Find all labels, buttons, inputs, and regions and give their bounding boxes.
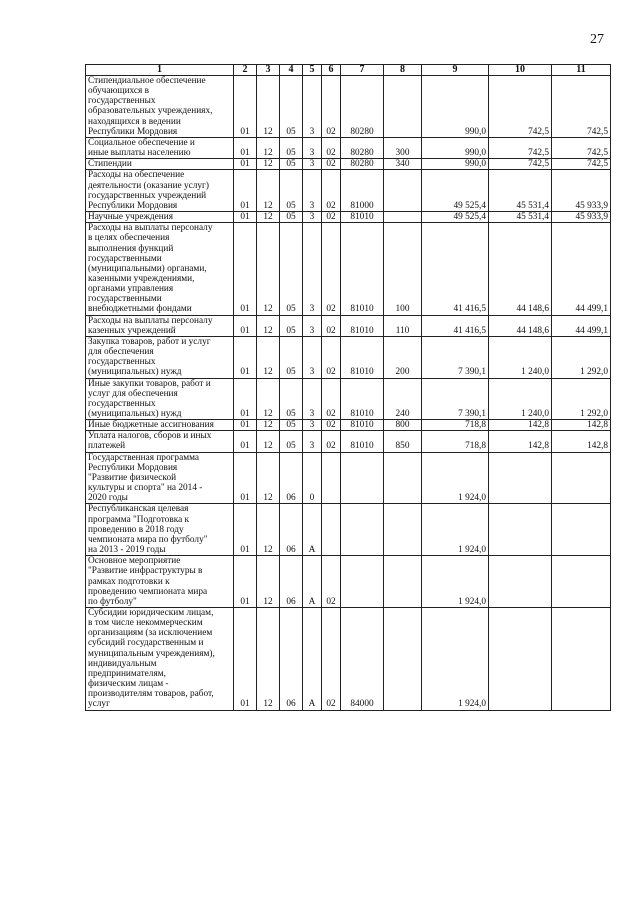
row-name-line: государственных	[88, 398, 156, 409]
cell-col-6: 02	[322, 431, 341, 452]
cell-col-9: 1 924,0	[422, 607, 489, 710]
row-name-line: Республики Мордовия	[88, 462, 178, 473]
cell-col-10: 742,5	[489, 137, 552, 158]
row-name-line: Иные закупки товаров, работ и	[88, 378, 211, 389]
row-name-line: иные выплаты населению	[88, 148, 191, 159]
cell-col-5: 3	[303, 420, 322, 431]
cell-col-2: 01	[234, 420, 257, 431]
row-name-line: (муниципальными) органами,	[88, 263, 207, 274]
row-name-line: в том числе некоммерческим	[88, 618, 203, 629]
column-header-5: 5	[303, 65, 322, 76]
cell-col-9: 49 525,4	[422, 212, 489, 223]
cell-col-9: 718,8	[422, 431, 489, 452]
cell-col-10	[489, 607, 552, 710]
row-name-line: индивидуальным	[88, 658, 157, 669]
row-name-line: в целях обеспечения	[88, 233, 170, 244]
cell-col-10: 45 531,4	[489, 170, 552, 212]
cell-col-9: 7 390,1	[422, 336, 489, 378]
row-name-line: Социальное обеспечение и	[88, 137, 195, 148]
cell-col-11: 142,8	[552, 420, 611, 431]
row-name	[86, 336, 234, 378]
cell-col-3: 12	[257, 378, 280, 420]
table-row	[86, 504, 611, 556]
row-name-line: производителям товаров, работ,	[88, 689, 214, 700]
row-name-line: Республики Мордовия	[88, 200, 178, 211]
cell-col-10: 742,5	[489, 76, 552, 138]
cell-col-7: 80280	[341, 159, 384, 170]
cell-col-10: 44 148,6	[489, 223, 552, 315]
budget-table	[85, 64, 611, 711]
row-name-line: на 2013 - 2019 годы	[88, 545, 166, 556]
cell-col-3: 12	[257, 431, 280, 452]
cell-col-2: 01	[234, 223, 257, 315]
cell-col-4: 05	[280, 76, 303, 138]
cell-col-4: 06	[280, 504, 303, 556]
table-row	[86, 420, 611, 431]
row-name-line: услуг	[88, 699, 110, 710]
row-name	[86, 159, 234, 170]
cell-col-2: 01	[234, 452, 257, 504]
row-name-line: программа "Подготовка к	[88, 514, 190, 525]
cell-col-6: 02	[322, 159, 341, 170]
row-name-line: чемпионата мира по футболу"	[88, 534, 208, 545]
row-name-line: субсидий государственным и	[88, 638, 204, 649]
cell-col-4: 05	[280, 420, 303, 431]
row-name-line: государственных	[88, 96, 156, 107]
table-row	[86, 431, 611, 452]
cell-col-11	[552, 556, 611, 608]
row-name-line: образовательных учреждениях,	[88, 106, 213, 117]
table-row	[86, 212, 611, 223]
row-name	[86, 556, 234, 608]
cell-col-6: 02	[322, 212, 341, 223]
row-name	[86, 504, 234, 556]
row-name-line: физическим лицам -	[88, 679, 169, 690]
cell-col-4: 05	[280, 212, 303, 223]
cell-col-8: 100	[384, 223, 422, 315]
row-name-line: органами управления	[88, 284, 174, 295]
cell-col-8	[384, 556, 422, 608]
column-header-3: 3	[257, 65, 280, 76]
cell-col-5: А	[303, 504, 322, 556]
cell-col-3: 12	[257, 170, 280, 212]
cell-col-10: 142,8	[489, 431, 552, 452]
cell-col-4: 05	[280, 223, 303, 315]
table-row	[86, 76, 611, 138]
row-name-line: государственных учреждений	[88, 190, 207, 201]
cell-col-2: 01	[234, 212, 257, 223]
cell-col-7: 81010	[341, 223, 384, 315]
cell-col-9: 7 390,1	[422, 378, 489, 420]
cell-col-9: 41 416,5	[422, 315, 489, 336]
cell-col-5: 3	[303, 223, 322, 315]
cell-col-5: 3	[303, 159, 322, 170]
row-name-line: внебюджетными фондами	[88, 304, 192, 315]
cell-col-8	[384, 504, 422, 556]
cell-col-11: 44 499,1	[552, 315, 611, 336]
row-name-line: услуг для обеспечения	[88, 388, 178, 399]
cell-col-11	[552, 452, 611, 504]
cell-col-5: 3	[303, 212, 322, 223]
row-name-line: платежей	[88, 441, 126, 452]
row-name-line: Государственная программа	[88, 452, 200, 463]
cell-col-2: 01	[234, 315, 257, 336]
row-name	[86, 76, 234, 138]
row-name-line: казенных учреждений	[88, 325, 176, 336]
row-name-line: культуры и спорта" на 2014 -	[88, 483, 203, 494]
row-name-line: Расходы на выплаты персоналу	[88, 315, 213, 326]
cell-col-9: 990,0	[422, 137, 489, 158]
cell-col-6: 02	[322, 137, 341, 158]
cell-col-9: 1 924,0	[422, 556, 489, 608]
row-name-line: по футболу"	[88, 596, 137, 607]
cell-col-8	[384, 170, 422, 212]
cell-col-7: 80280	[341, 137, 384, 158]
cell-col-3: 12	[257, 137, 280, 158]
cell-col-4: 06	[280, 452, 303, 504]
cell-col-5: 0	[303, 452, 322, 504]
cell-col-4: 05	[280, 315, 303, 336]
cell-col-3: 12	[257, 336, 280, 378]
cell-col-10: 142,8	[489, 420, 552, 431]
cell-col-3: 12	[257, 452, 280, 504]
column-header-8: 8	[384, 65, 422, 76]
cell-col-6: 02	[322, 378, 341, 420]
row-name	[86, 378, 234, 420]
row-name-line: Закупка товаров, работ и услуг	[88, 336, 211, 347]
column-header-2: 2	[234, 65, 257, 76]
cell-col-8: 800	[384, 420, 422, 431]
cell-col-11	[552, 504, 611, 556]
cell-col-6: 02	[322, 223, 341, 315]
table-header-row	[86, 65, 611, 76]
cell-col-8: 300	[384, 137, 422, 158]
cell-col-8: 850	[384, 431, 422, 452]
cell-col-8: 200	[384, 336, 422, 378]
cell-col-6: 02	[322, 315, 341, 336]
row-name	[86, 452, 234, 504]
cell-col-7: 81000	[341, 170, 384, 212]
row-name	[86, 223, 234, 315]
cell-col-2: 01	[234, 336, 257, 378]
cell-col-10: 742,5	[489, 159, 552, 170]
cell-col-11: 45 933,9	[552, 170, 611, 212]
column-header-6: 6	[322, 65, 341, 76]
cell-col-5: 3	[303, 336, 322, 378]
row-name-line: деятельности (оказание услуг)	[88, 180, 209, 191]
cell-col-4: 05	[280, 336, 303, 378]
cell-col-10: 1 240,0	[489, 378, 552, 420]
row-name-line: Республиканская целевая	[88, 504, 189, 515]
row-name-line: (муниципальных) нужд	[88, 367, 182, 378]
row-name-line: обучающихся в	[88, 86, 150, 97]
cell-col-4: 06	[280, 607, 303, 710]
row-name-line: Научные учреждения	[88, 212, 173, 223]
cell-col-5: А	[303, 556, 322, 608]
cell-col-7: 81010	[341, 378, 384, 420]
cell-col-6: 02	[322, 170, 341, 212]
cell-col-8: 240	[384, 378, 422, 420]
row-name-line: казенными учреждениями,	[88, 273, 195, 284]
table-row	[86, 452, 611, 504]
row-name	[86, 212, 234, 223]
cell-col-2: 01	[234, 170, 257, 212]
row-name-line: Расходы на выплаты персоналу	[88, 223, 213, 234]
column-header-10: 10	[489, 65, 552, 76]
cell-col-7: 80280	[341, 76, 384, 138]
column-header-4: 4	[280, 65, 303, 76]
cell-col-7	[341, 556, 384, 608]
row-name-line: Республики Мордовия	[88, 126, 178, 137]
cell-col-5: 3	[303, 137, 322, 158]
cell-col-10	[489, 504, 552, 556]
row-name	[86, 607, 234, 710]
cell-col-10: 44 148,6	[489, 315, 552, 336]
row-name	[86, 137, 234, 158]
cell-col-2: 01	[234, 378, 257, 420]
cell-col-7: 81010	[341, 212, 384, 223]
cell-col-8	[384, 452, 422, 504]
table-row	[86, 315, 611, 336]
table-row	[86, 378, 611, 420]
cell-col-11: 44 499,1	[552, 223, 611, 315]
cell-col-7: 81010	[341, 315, 384, 336]
cell-col-3: 12	[257, 212, 280, 223]
cell-col-11: 1 292,0	[552, 378, 611, 420]
cell-col-9: 1 924,0	[422, 504, 489, 556]
column-header-11: 11	[552, 65, 611, 76]
row-name-line: "Развитие инфраструктуры в	[88, 566, 203, 577]
cell-col-11: 1 292,0	[552, 336, 611, 378]
row-name	[86, 420, 234, 431]
cell-col-3: 12	[257, 504, 280, 556]
cell-col-2: 01	[234, 159, 257, 170]
cell-col-9: 990,0	[422, 76, 489, 138]
cell-col-9: 41 416,5	[422, 223, 489, 315]
row-name	[86, 431, 234, 452]
cell-col-6: 02	[322, 76, 341, 138]
cell-col-7	[341, 504, 384, 556]
cell-col-3: 12	[257, 223, 280, 315]
cell-col-6: 02	[322, 607, 341, 710]
cell-col-8	[384, 607, 422, 710]
cell-col-11: 742,5	[552, 159, 611, 170]
cell-col-7: 81010	[341, 420, 384, 431]
cell-col-8	[384, 76, 422, 138]
cell-col-5: 3	[303, 76, 322, 138]
cell-col-3: 12	[257, 159, 280, 170]
cell-col-8	[384, 212, 422, 223]
table-row	[86, 137, 611, 158]
cell-col-9: 1 924,0	[422, 452, 489, 504]
row-name	[86, 315, 234, 336]
row-name-line: выполнения функций	[88, 243, 174, 254]
row-name-line: предпринимателям,	[88, 668, 166, 679]
cell-col-7: 84000	[341, 607, 384, 710]
cell-col-2: 01	[234, 556, 257, 608]
row-name	[86, 170, 234, 212]
cell-col-7	[341, 452, 384, 504]
cell-col-5: 3	[303, 170, 322, 212]
cell-col-5: 3	[303, 378, 322, 420]
row-name-line: рамках подготовки к	[88, 576, 170, 587]
cell-col-11: 742,5	[552, 76, 611, 138]
cell-col-4: 05	[280, 159, 303, 170]
cell-col-11: 142,8	[552, 431, 611, 452]
row-name-line: проведению в 2018 году	[88, 524, 184, 535]
table-row	[86, 159, 611, 170]
cell-col-2: 01	[234, 504, 257, 556]
cell-col-10	[489, 452, 552, 504]
column-header-7: 7	[341, 65, 384, 76]
row-name-line: организациям (за исключением	[88, 628, 213, 639]
cell-col-10: 1 240,0	[489, 336, 552, 378]
cell-col-2: 01	[234, 137, 257, 158]
cell-col-7: 81010	[341, 431, 384, 452]
cell-col-9: 49 525,4	[422, 170, 489, 212]
row-name-line: для обеспечения	[88, 347, 154, 358]
cell-col-3: 12	[257, 76, 280, 138]
cell-col-6	[322, 452, 341, 504]
cell-col-7: 81010	[341, 336, 384, 378]
row-name-line: "Развитие физической	[88, 472, 177, 483]
row-name-line: Стипендии	[88, 159, 132, 170]
cell-col-5: 3	[303, 431, 322, 452]
row-name-line: Расходы на обеспечение	[88, 170, 185, 181]
row-name-line: государственными	[88, 253, 162, 264]
cell-col-2: 01	[234, 76, 257, 138]
row-name-line: Иные бюджетные ассигнования	[88, 420, 214, 431]
page-number: 27	[590, 32, 604, 47]
column-header-1: 1	[86, 65, 234, 76]
table-row	[86, 223, 611, 315]
cell-col-10: 45 531,4	[489, 212, 552, 223]
cell-col-4: 05	[280, 378, 303, 420]
cell-col-8: 110	[384, 315, 422, 336]
cell-col-11: 45 933,9	[552, 212, 611, 223]
cell-col-3: 12	[257, 607, 280, 710]
cell-col-3: 12	[257, 420, 280, 431]
row-name-line: проведению чемпионата мира	[88, 586, 208, 597]
row-name-line: Субсидии юридическим лицам,	[88, 607, 214, 618]
row-name-line: Уплата налогов, сборов и иных	[88, 431, 212, 442]
row-name-line: находящихся в ведении	[88, 116, 181, 127]
row-name-line: государственными	[88, 294, 162, 305]
row-name-line: государственных	[88, 357, 156, 368]
row-name-line: Основное мероприятие	[88, 556, 181, 567]
cell-col-4: 05	[280, 170, 303, 212]
row-name-line: 2020 годы	[88, 493, 128, 504]
row-name-line: (муниципальных) нужд	[88, 409, 182, 419]
column-header-9: 9	[422, 65, 489, 76]
cell-col-9: 990,0	[422, 159, 489, 170]
cell-col-5: 3	[303, 315, 322, 336]
table-row	[86, 607, 611, 710]
cell-col-8: 340	[384, 159, 422, 170]
cell-col-2: 01	[234, 431, 257, 452]
cell-col-4: 05	[280, 431, 303, 452]
table-row	[86, 170, 611, 212]
cell-col-6: 02	[322, 556, 341, 608]
cell-col-9: 718,8	[422, 420, 489, 431]
row-name-line: муниципальным учреждениям),	[88, 648, 215, 659]
cell-col-3: 12	[257, 315, 280, 336]
cell-col-4: 05	[280, 137, 303, 158]
cell-col-11: 742,5	[552, 137, 611, 158]
cell-col-6: 02	[322, 336, 341, 378]
cell-col-10	[489, 556, 552, 608]
cell-col-11	[552, 607, 611, 710]
cell-col-2: 01	[234, 607, 257, 710]
table-row	[86, 336, 611, 378]
cell-col-6	[322, 504, 341, 556]
table-row	[86, 556, 611, 608]
cell-col-6: 02	[322, 420, 341, 431]
row-name-line: Стипендиальное обеспечение	[88, 76, 206, 86]
cell-col-5: А	[303, 607, 322, 710]
cell-col-3: 12	[257, 556, 280, 608]
cell-col-4: 06	[280, 556, 303, 608]
